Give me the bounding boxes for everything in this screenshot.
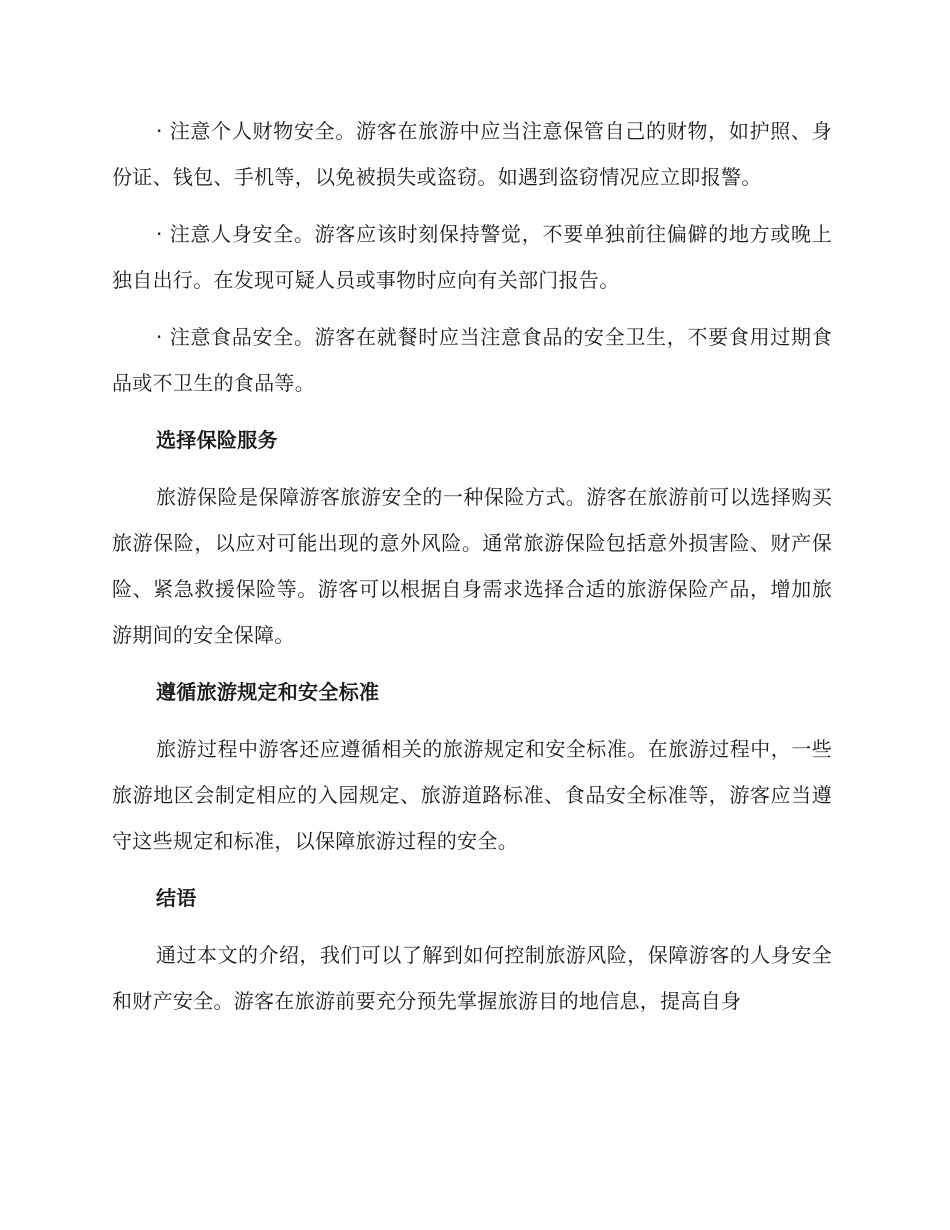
heading-conclusion: 结语: [156, 886, 197, 910]
heading-regulations: 遵循旅游规定和安全标准: [156, 680, 380, 704]
bullet-property-safety: · 注意个人财物安全。游客在旅游中应当注意保管自己的财物，如护照、身份证、钱包、手机等，以免被损失或盗窃。如遇到盗窃情况应立即报警。: [112, 119, 832, 189]
paragraph-insurance: 旅游保险是保障游客旅游安全的一种保险方式。游客在旅游前可以选择购买旅游保险，以应对可能出现的意外风险。通常旅游保险包括意外损害险、财产保险、紧急救援保险等。游客可以根据自身需求选择合适的旅游保险产品，增加旅游期间的安全保障。: [112, 485, 832, 647]
bullet-food-safety: · 注意食品安全。游客在就餐时应当注意食品的安全卫生，不要食用过期食品或不卫生的食品等。: [112, 325, 832, 395]
paragraph-conclusion: 通过本文的介绍，我们可以了解到如何控制旅游风险，保障游客的人身安全和财产安全。游客在旅游前要充分预先掌握旅游目的地信息，提高自身: [112, 943, 832, 1013]
bullet-personal-safety: · 注意人身安全。游客应该时刻保持警觉，不要单独前往偏僻的地方或晚上独自出行。在发现可疑人员或事物时应向有关部门报告。: [112, 222, 832, 292]
heading-insurance: 选择保险服务: [156, 428, 278, 452]
document-body: [112, 108, 832, 1035]
paragraph-regulations: 旅游过程中游客还应遵循相关的旅游规定和安全标准。在旅游过程中，一些旅游地区会制定相应的入园规定、旅游道路标准、食品安全标准等，游客应当遵守这些规定和标准，以保障旅游过程的安全。: [112, 737, 832, 853]
